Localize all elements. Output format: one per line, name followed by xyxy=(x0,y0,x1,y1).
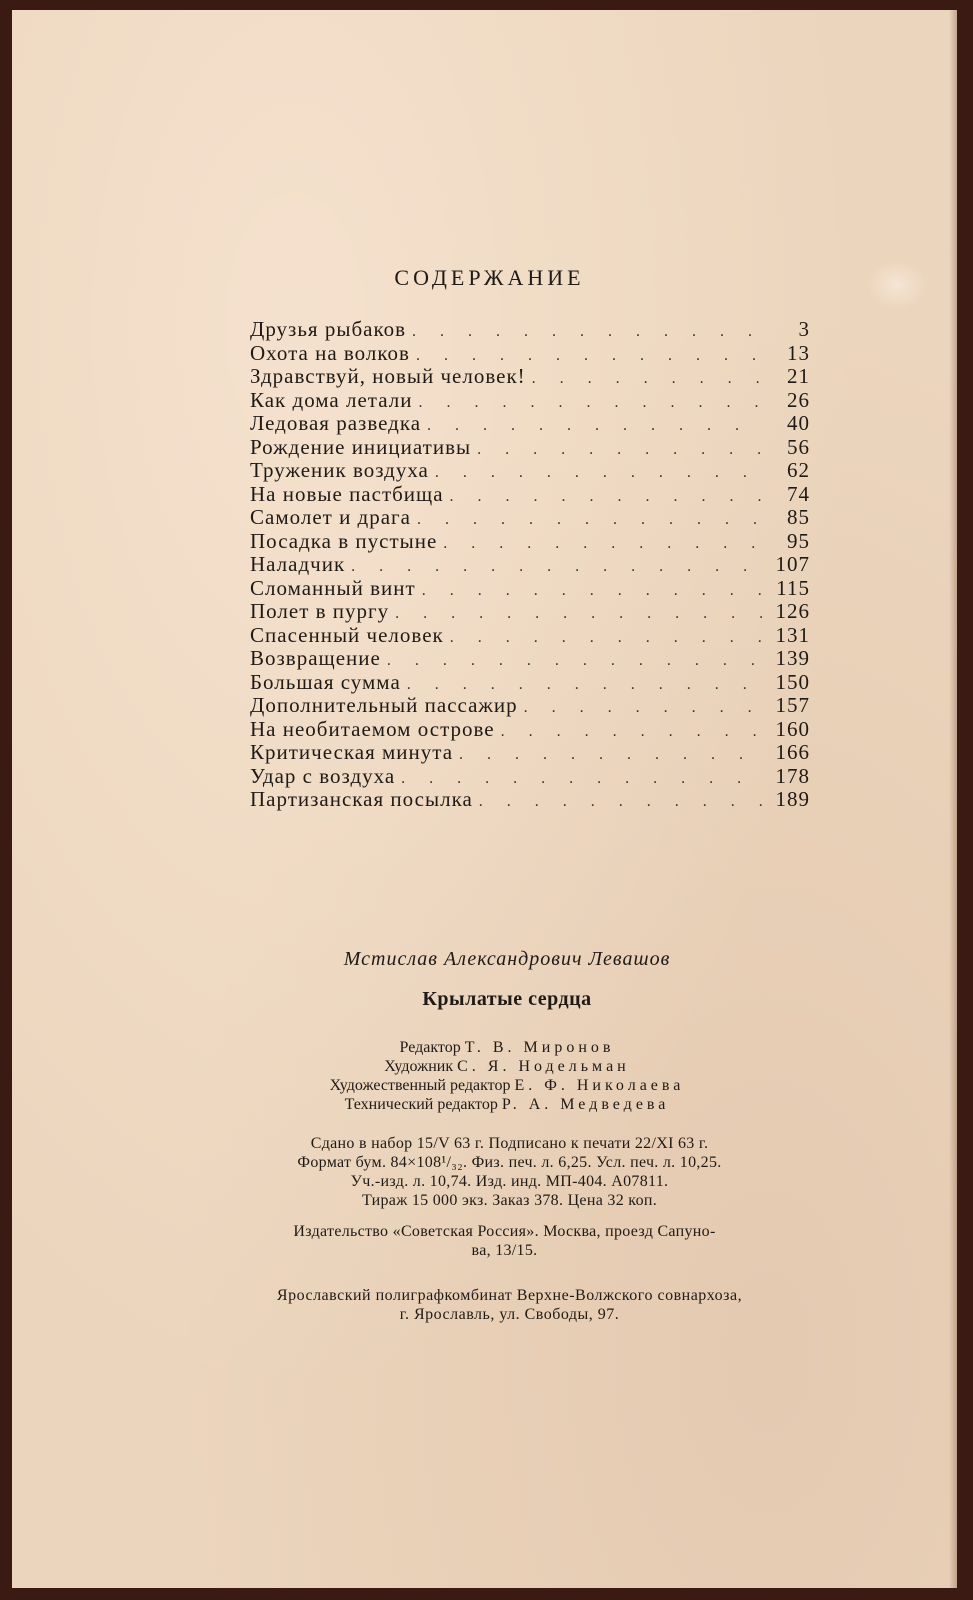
publisher-block xyxy=(12,1222,957,1260)
toc-entry-page: 3 xyxy=(798,317,810,341)
imprint-block xyxy=(12,1134,957,1210)
toc-entry-page: 107 xyxy=(775,552,810,576)
toc-entry xyxy=(250,741,810,765)
credit-role: Художественный редактор xyxy=(329,1077,511,1094)
toc-leader-dots xyxy=(381,649,762,673)
toc-entry-page: 189 xyxy=(775,787,810,811)
toc-leader-dots xyxy=(421,414,762,438)
toc-leader-dots xyxy=(444,485,762,509)
book-page xyxy=(12,10,957,1588)
credit-name: Е. Ф. Николаева xyxy=(514,1077,685,1094)
toc-entry-page: 139 xyxy=(775,646,810,670)
toc-entry xyxy=(250,694,810,718)
credit-name: Р. А. Медведева xyxy=(501,1096,670,1113)
toc-entry-title: Удар с воздуха xyxy=(250,763,396,788)
credit-line xyxy=(57,1057,957,1076)
toc-entry-title: Труженик воздуха xyxy=(250,458,429,482)
toc-entry xyxy=(250,389,810,413)
toc-entry-title: Большая сумма xyxy=(250,669,401,694)
toc-entry-page: 21 xyxy=(787,364,810,388)
toc-leader-dots xyxy=(412,391,762,415)
toc-entry-page: 166 xyxy=(775,740,810,764)
toc-entry xyxy=(250,647,810,671)
toc-entry xyxy=(250,318,810,342)
toc-entry-title: Самолет и драга xyxy=(250,505,411,529)
toc-entry-page: 56 xyxy=(787,434,810,459)
toc-entry-title: Полет в пургу xyxy=(250,599,390,623)
toc-entry-page: 62 xyxy=(787,458,810,482)
credit-line xyxy=(57,1095,957,1114)
imprint-line: Сдано в набор 15/V 63 г. Подписано к печати 22/XI 63 г. xyxy=(310,1135,709,1152)
imprint-line: Уч.-изд. л. 10,74. Изд. инд. МП-404. А07811. xyxy=(350,1173,669,1190)
table-of-contents xyxy=(250,318,810,812)
credits-block xyxy=(12,1038,957,1114)
toc-entry-page: 74 xyxy=(787,481,810,506)
toc-entry-page: 85 xyxy=(787,505,810,529)
toc-entry-title: Как дома летали xyxy=(250,387,413,412)
toc-entry-title: Спасенный человек xyxy=(250,622,444,647)
toc-leader-dots xyxy=(444,626,762,650)
toc-entry-page: 157 xyxy=(775,693,810,717)
toc-entry-title: Партизанская посылка xyxy=(250,787,473,811)
credit-role: Редактор xyxy=(399,1039,461,1056)
toc-entry xyxy=(250,365,810,389)
printer-line: Ярославский полиграфкомбинат Верхне-Волжского совнархоза, xyxy=(276,1287,743,1304)
toc-entry-page: 115 xyxy=(776,575,810,600)
author-name: Мстислав Александрович Левашов xyxy=(343,948,671,970)
toc-entry xyxy=(250,459,810,483)
toc-entry-page: 95 xyxy=(787,528,810,553)
toc-entry xyxy=(250,788,810,812)
credit-role: Технический редактор xyxy=(344,1096,498,1113)
toc-leader-dots xyxy=(495,720,762,744)
credit-name: С. Я. Нодельман xyxy=(457,1058,630,1075)
toc-entry-page: 126 xyxy=(775,599,810,623)
imprint-line: Формат бум. 84×108¹/₃₂. Физ. печ. л. 6,25. Усл. печ. л. 10,25. xyxy=(297,1154,722,1171)
toc-entry xyxy=(250,530,810,554)
toc-entry xyxy=(250,342,810,366)
toc-entry-title: Возвращение xyxy=(250,646,381,670)
toc-heading: СОДЕРЖАНИЕ xyxy=(394,265,585,290)
toc-entry xyxy=(250,412,810,436)
toc-leader-dots xyxy=(389,602,762,626)
toc-entry-page: 150 xyxy=(775,669,810,694)
toc-entry xyxy=(250,506,810,530)
toc-entry-title: На необитаемом острове xyxy=(250,716,495,741)
toc-entry xyxy=(250,577,810,601)
toc-entry-title: Сломанный винт xyxy=(250,575,416,600)
toc-entry-title: Рождение инициативы xyxy=(250,434,472,459)
toc-entry-page: 160 xyxy=(775,716,810,741)
toc-entry xyxy=(250,436,810,460)
toc-entry-page: 26 xyxy=(787,387,810,412)
toc-entry-page: 131 xyxy=(775,622,810,647)
toc-leader-dots xyxy=(526,367,762,391)
toc-entry xyxy=(250,553,810,577)
printer-line: г. Ярославль, ул. Свободы, 97. xyxy=(399,1306,620,1323)
credit-role: Художник xyxy=(384,1058,454,1075)
toc-leader-dots xyxy=(473,790,762,814)
credit-line xyxy=(57,1076,957,1095)
toc-leader-dots xyxy=(406,320,762,344)
toc-entry xyxy=(250,718,810,742)
toc-leader-dots xyxy=(437,532,762,556)
credit-name: Т. В. Миронов xyxy=(464,1039,615,1056)
toc-entry-title: Критическая минута xyxy=(250,740,454,764)
toc-entry-title: Здравствуй, новый человек! xyxy=(250,364,526,388)
toc-entry-title: Друзья рыбаков xyxy=(250,317,406,341)
toc-leader-dots xyxy=(411,508,762,532)
toc-entry-title: Охота на волков xyxy=(250,340,410,365)
toc-leader-dots xyxy=(453,743,762,767)
toc-entry-title: На новые пастбища xyxy=(250,481,444,506)
publisher-line: ва, 13/15. xyxy=(471,1242,538,1259)
toc-entry-page: 178 xyxy=(775,763,810,788)
toc-entry xyxy=(250,624,810,648)
toc-entry-title: Дополнительный пассажир xyxy=(250,693,518,717)
toc-leader-dots xyxy=(429,461,762,485)
toc-entry xyxy=(250,671,810,695)
book-title: Крылатые сердца xyxy=(422,988,592,1010)
toc-entry-page: 13 xyxy=(787,340,810,365)
publisher-line: Издательство «Советская Россия». Москва, проезд Сапуно- xyxy=(293,1223,716,1240)
toc-entry xyxy=(250,600,810,624)
toc-leader-dots xyxy=(416,579,762,603)
credit-line xyxy=(57,1038,957,1057)
toc-entry xyxy=(250,765,810,789)
printer-block xyxy=(12,1286,957,1324)
toc-entry-title: Ледовая разведка xyxy=(250,411,422,435)
toc-entry-title: Посадка в пустыне xyxy=(250,528,438,553)
toc-leader-dots xyxy=(471,438,762,462)
toc-entry-title: Наладчик xyxy=(250,552,346,576)
toc-entry xyxy=(250,483,810,507)
toc-entry-page: 40 xyxy=(787,411,810,435)
imprint-line: Тираж 15 000 экз. Заказ 378. Цена 32 коп. xyxy=(361,1192,658,1209)
toc-leader-dots xyxy=(345,555,762,579)
toc-leader-dots xyxy=(518,696,762,720)
